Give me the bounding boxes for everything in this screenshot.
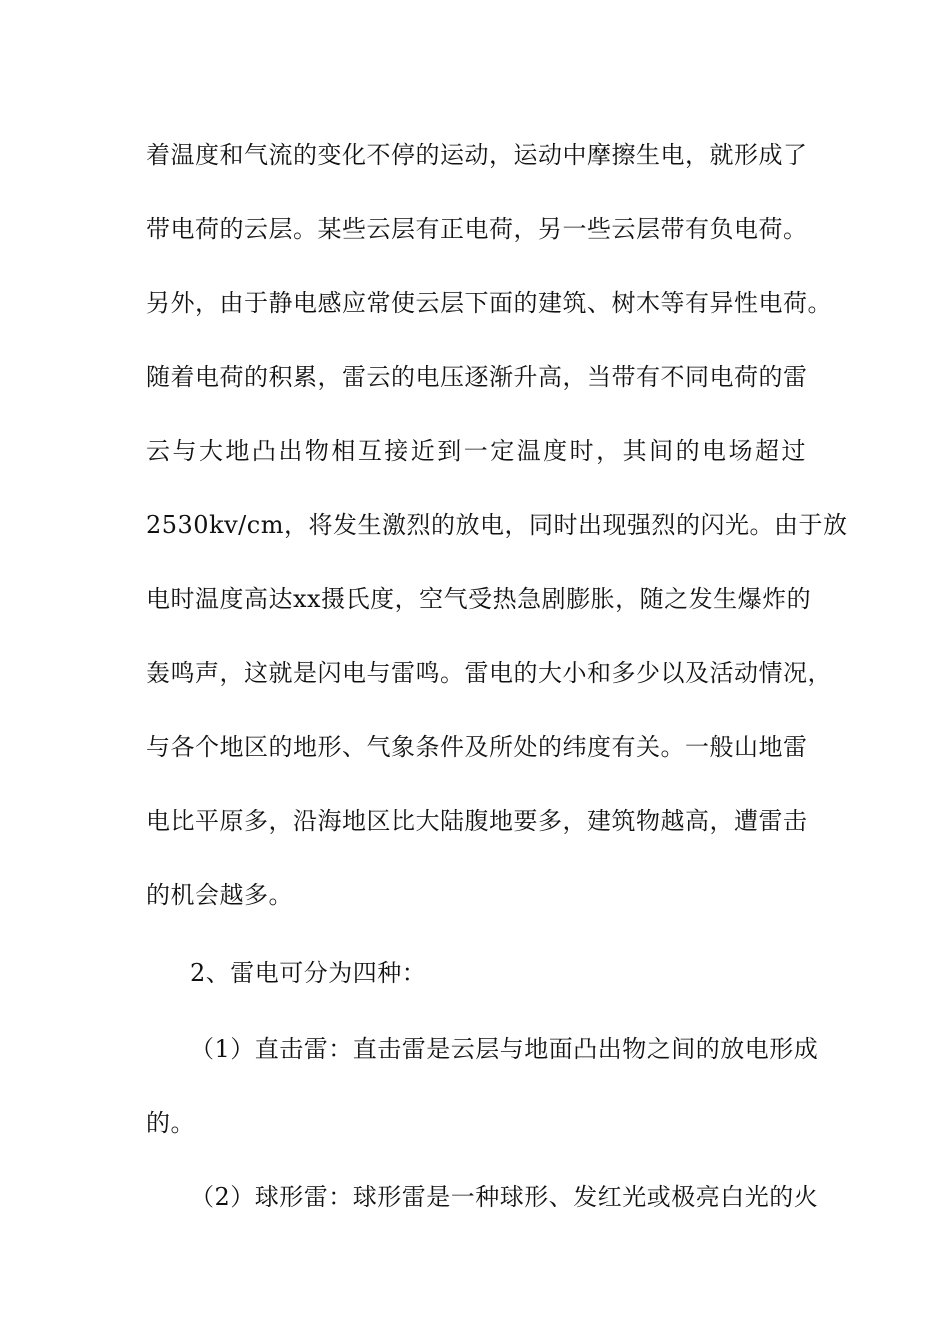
paragraph-line: 与各个地区的地形、气象条件及所处的纬度有关。一般山地雷 [146,733,808,761]
list-item-line: 的。 [146,1109,195,1137]
list-item-line: （1）直击雷：直击雷是云层与地面凸出物之间的放电形成 [190,1035,819,1063]
paragraph-line: 电比平原多，沿海地区比大陆腹地要多，建筑物越高，遭雷击 [146,807,808,835]
paragraph-line: 轰鸣声，这就是闪电与雷鸣。雷电的大小和多少以及活动情况， [146,659,832,687]
paragraph-line: 2530kv/cm，将发生激烈的放电，同时出现强烈的闪光。由于放 [146,511,848,539]
paragraph-line: 随着电荷的积累，雷云的电压逐渐升高，当带有不同电荷的雷 [146,363,808,391]
paragraph-line: 云与大地凸出物相互接近到一定温度时，其间的电场超过 [146,437,806,465]
paragraph-line: 带电荷的云层。某些云层有正电荷，另一些云层带有负电荷。 [146,215,808,243]
paragraph-line: 着温度和气流的变化不停的运动，运动中摩擦生电，就形成了 [146,141,808,169]
paragraph-line: 另外，由于静电感应常使云层下面的建筑、树木等有异性电荷。 [146,289,832,317]
paragraph-line: 电时温度高达xx摄氏度，空气受热急剧膨胀，随之发生爆炸的 [146,585,812,613]
list-item-line: （2）球形雷：球形雷是一种球形、发红光或极亮白光的火 [190,1183,819,1211]
paragraph-line: 的机会越多。 [146,881,293,909]
section-heading: 2、雷电可分为四种： [190,959,427,987]
